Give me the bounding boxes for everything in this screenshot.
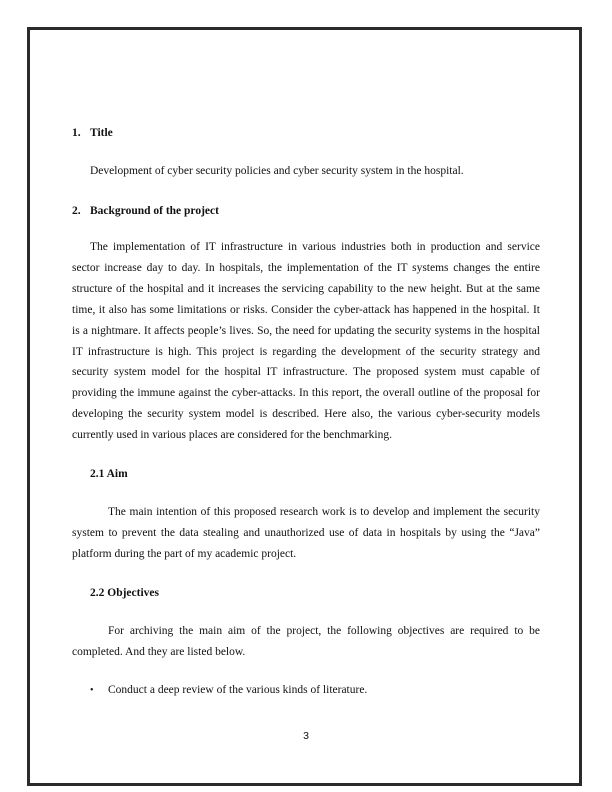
aim-paragraph: The main intention of this proposed research work is to develop and implement the security system to prevent the data stealing and unauthorized use of data in hospitals by using the “Java” platform during the part of my academic project.: [72, 506, 540, 560]
list-item: [90, 683, 367, 698]
section-background-heading: [72, 204, 219, 218]
list-item-text: Conduct a deep review of the various kinds of literature.: [108, 684, 368, 696]
bullet-icon: •: [90, 685, 94, 696]
page-number: 3: [303, 730, 309, 742]
background-paragraph: The implementation of IT infrastructure in various industries both in production and service sector increase day to day. In hospitals, the implementation of the IT systems changes the entire structure of the hospital and it increases the servicing capability to the new height. But at the same time, it also has some limitations or risks. Consider the cyber-attack has happened in the hospital. It is a nightmare. It affects people’s lives. So, the need for updating the security systems in the hospital IT infrastructure is high. This project is regarding the development of the security strategy and security system model for the hospital IT infrastructure. The proposed system must capable of providing the immune against the cyber-attacks. In this report, the overall outline of the proposal for developing the security system model is described. Here also, the various cyber-security models currently used in various places are considered for the benchmarking.: [72, 241, 540, 442]
title-text: Development of cyber security policies and cyber security system in the hospital.: [90, 165, 464, 177]
section-title-heading: [72, 126, 113, 140]
objectives-heading: 2.2 Objectives: [90, 587, 159, 599]
aim-heading: 2.1 Aim: [90, 468, 128, 480]
objectives-paragraph: For archiving the main aim of the project, the following objectives are required to be completed. And they are listed below.: [72, 625, 540, 658]
section-number: 2.: [72, 205, 81, 217]
section-heading-text: Background of the project: [90, 205, 219, 217]
section-number: 1.: [72, 127, 81, 139]
section-heading-text: Title: [90, 127, 113, 139]
